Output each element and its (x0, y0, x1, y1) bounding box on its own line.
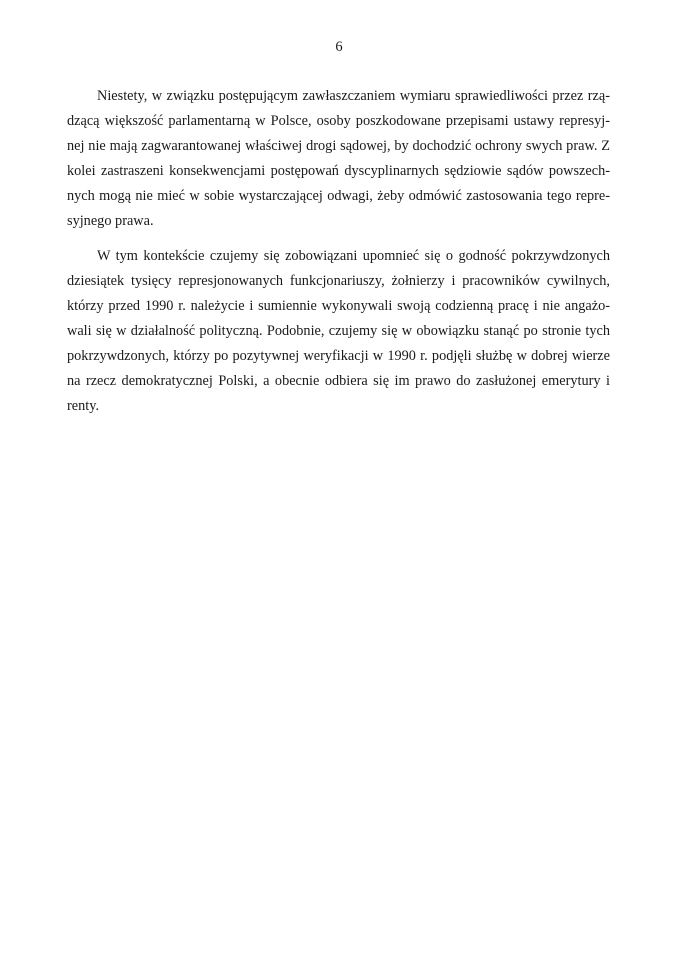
text-line: na rzecz demokratycznej Polski, a obecnie odbiera się im prawo do zasłużonej emerytury i (67, 373, 610, 389)
text-line: wali się w działalność polityczną. Podobnie, czujemy się w obowiązku stanąć po stronie tych (67, 323, 610, 339)
text-line: renty. (67, 398, 100, 414)
paragraph (67, 244, 610, 419)
text-line: dziesiątek tysięcy represjonowanych funkcjonariuszy, żołnierzy i pracowników cywilnych, (67, 273, 610, 289)
text-line: W tym kontekście czujemy się zobowiązani upomnieć się o godność pokrzywdzonych (97, 248, 610, 264)
paragraph (67, 84, 610, 234)
text-line: dzącą większość parlamentarną w Polsce, osoby poszkodowane przepisami ustawy represyj- (67, 113, 610, 129)
text-line: nych mogą nie mieć w sobie wystarczającej odwagi, żeby odmówić zastosowania tego repre- (67, 188, 610, 204)
text-line: Niestety, w związku postępującym zawłaszczaniem wymiaru sprawiedliwości przez rzą- (97, 88, 610, 104)
text-line: syjnego prawa. (67, 213, 154, 229)
page-number: 6 (335, 39, 343, 55)
text-line: kolei zastraszeni konsekwencjami postępowań dyscyplinarnych sędziowie sądów powszech- (67, 163, 610, 179)
text-line: nej nie mają zagwarantowanej właściwej drogi sądowej, by dochodzić ochrony swych praw. Z (67, 138, 610, 154)
text-line: którzy przed 1990 r. należycie i sumiennie wykonywali swoją codzienną pracę i nie angażo- (67, 298, 610, 314)
document-body-text (67, 84, 610, 429)
text-line: pokrzywdzonych, którzy po pozytywnej weryfikacji w 1990 r. podjęli służbę w dobrej wierze (67, 348, 610, 364)
